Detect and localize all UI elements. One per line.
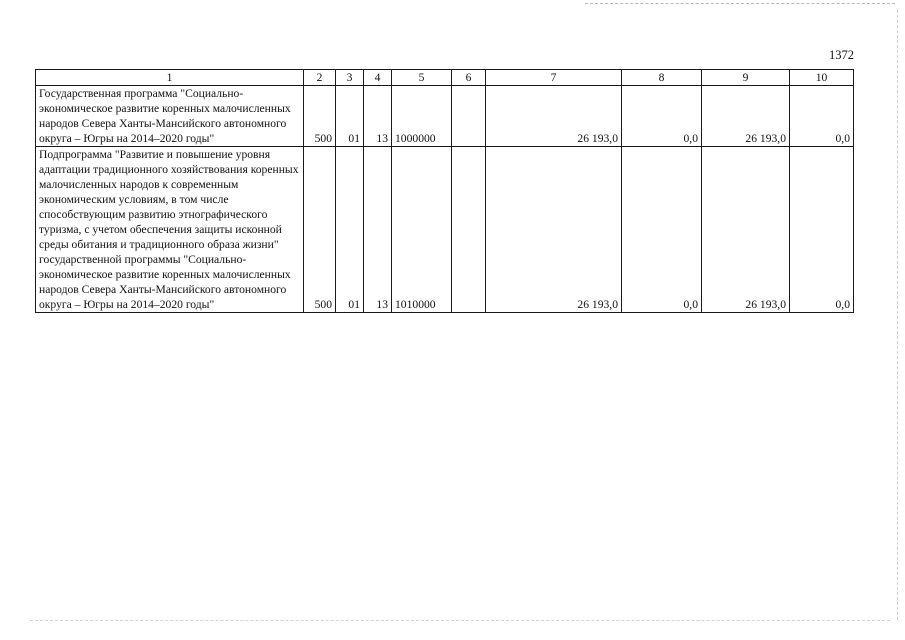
cell-col-4: 13	[364, 86, 392, 147]
cell-col-3: 01	[336, 147, 364, 313]
row-name: Подпрограмма "Развитие и повышение уровня адаптации традиционного хозяйствования коренных малочисленных народов к современным экономическим условиям, в том числе способствующим развитию этнографического туризма, с учетом обеспечения защиты исконной среды обитания и традиционного образа жизни" государственной программы "Социально-экономическое развитие коренных малочисленных народов Севера Ханты-Мансийского автономного округа – Югры на 2014–2020 годы"	[36, 147, 304, 313]
col-header-9: 9	[702, 70, 790, 86]
table-row	[36, 147, 854, 313]
scan-artifact-right	[897, 10, 900, 620]
cell-col-5: 1010000	[392, 147, 452, 313]
col-header-6: 6	[452, 70, 486, 86]
cell-col-8: 0,0	[622, 147, 702, 313]
cell-col-5: 1000000	[392, 86, 452, 147]
col-header-2: 2	[304, 70, 336, 86]
cell-col-2: 500	[304, 147, 336, 313]
cell-col-6	[452, 147, 486, 313]
row-name: Государственная программа "Социально-экономическое развитие коренных малочисленных народов Севера Ханты-Мансийского автономного округа – Югры на 2014–2020 годы"	[36, 86, 304, 147]
cell-col-7: 26 193,0	[486, 86, 622, 147]
page-number: 1372	[829, 48, 854, 62]
cell-col-8: 0,0	[622, 86, 702, 147]
col-header-7: 7	[486, 70, 622, 86]
scan-artifact-bottom	[30, 620, 890, 623]
cell-col-10: 0,0	[790, 147, 854, 313]
table-row	[36, 86, 854, 147]
col-header-3: 3	[336, 70, 364, 86]
cell-col-6	[452, 86, 486, 147]
budget-table	[35, 69, 854, 313]
cell-col-10: 0,0	[790, 86, 854, 147]
cell-col-9: 26 193,0	[702, 147, 790, 313]
cell-col-9: 26 193,0	[702, 86, 790, 147]
scan-artifact-top	[585, 3, 895, 6]
cell-col-7: 26 193,0	[486, 147, 622, 313]
header-row	[36, 70, 854, 86]
cell-col-4: 13	[364, 147, 392, 313]
col-header-1: 1	[36, 70, 304, 86]
col-header-10: 10	[790, 70, 854, 86]
cell-col-3: 01	[336, 86, 364, 147]
col-header-8: 8	[622, 70, 702, 86]
col-header-5: 5	[392, 70, 452, 86]
col-header-4: 4	[364, 70, 392, 86]
cell-col-2: 500	[304, 86, 336, 147]
